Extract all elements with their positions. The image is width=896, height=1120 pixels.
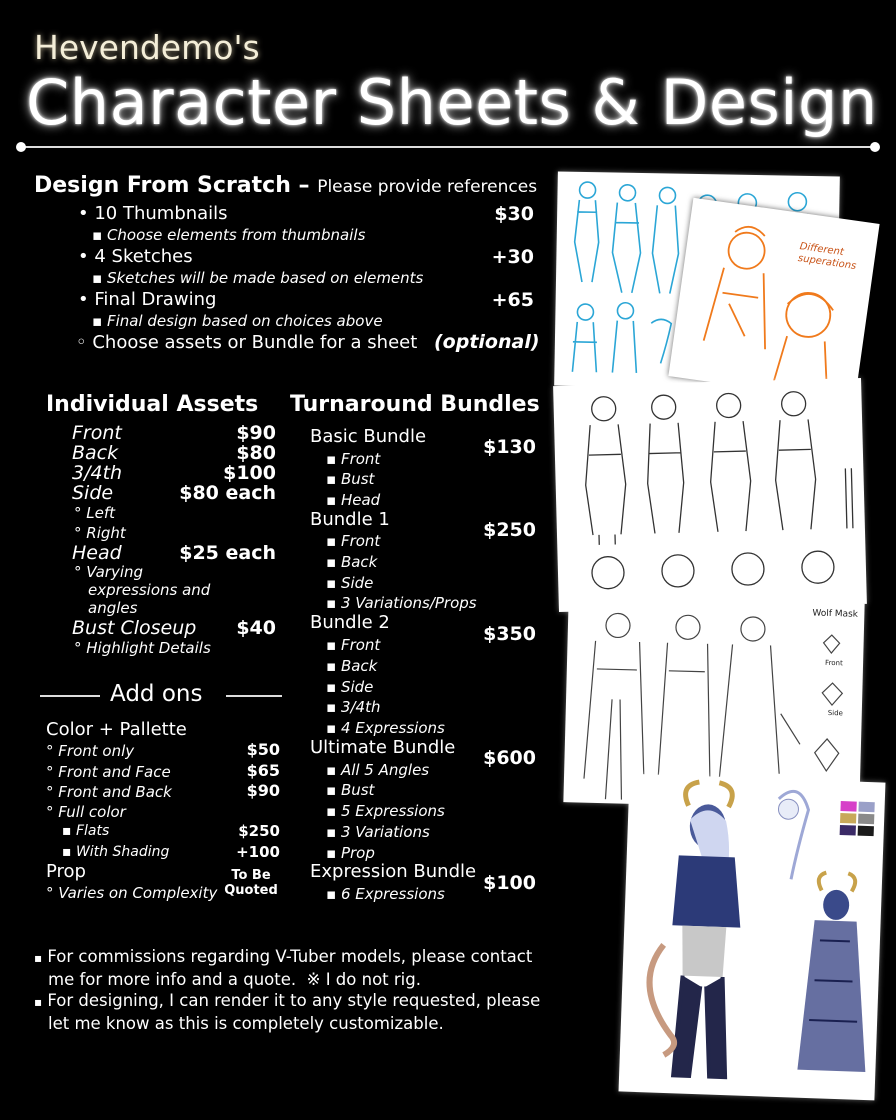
color-palette — [840, 801, 877, 836]
color-heading: Color + Pallette — [46, 719, 187, 740]
color-option-front-face: ° Front and Face — [46, 763, 171, 781]
gallery-color-sheet — [619, 774, 886, 1101]
design-item-sketches-detail: ▪ Sketches will be made based on elements — [92, 269, 423, 287]
asset-side-left: ° Left — [74, 504, 115, 522]
asset-three-quarter-price: $100 — [223, 462, 276, 484]
design-optional-line: ◦ Choose assets or Bundle for a sheet — [76, 332, 417, 353]
bundle-ultimate-name: Ultimate Bundle — [310, 737, 456, 758]
asset-front: Front — [72, 422, 122, 444]
asset-head: Head — [72, 542, 122, 564]
bundle-ultimate-item: ▪ All 5 Angles — [326, 761, 429, 779]
bundle-ultimate-item: ▪ 3 Variations — [326, 823, 430, 841]
color-shading: ▪ With Shading — [62, 844, 169, 860]
wolf-caption: Wolf Mask — [812, 608, 859, 620]
palette-swatch — [840, 825, 856, 836]
bundle-1-price: $250 — [483, 519, 536, 541]
asset-bust-price: $40 — [236, 617, 276, 639]
bundle-2-price: $350 — [483, 623, 536, 645]
bundle-1-item: ▪ Front — [326, 532, 380, 550]
asset-bust: Bust Closeup — [72, 617, 197, 639]
prop-note: ° Varies on Complexity — [46, 884, 217, 902]
design-item-thumbnails: • 10 Thumbnails — [78, 203, 228, 224]
bundle-expression-item: ▪ 6 Expressions — [326, 885, 445, 903]
bundle-expression-price: $100 — [483, 872, 536, 894]
gallery-turnaround-sheet — [553, 378, 867, 612]
footer-note-design: ▪ For designing, I can render it to any style requested, please let me know as this is completely customizable. — [34, 991, 541, 1033]
wolf-side-label: Side — [827, 708, 844, 718]
color-option-front-face-price: $65 — [246, 761, 280, 780]
gallery-orange-sketch — [668, 198, 879, 402]
color-flats-price: $250 — [238, 822, 280, 840]
bundle-basic-price: $130 — [483, 436, 536, 458]
bundle-ultimate-price: $600 — [483, 747, 536, 769]
design-item-sketches: • 4 Sketches — [78, 246, 193, 267]
palette-swatch — [840, 813, 856, 824]
bundle-2-name: Bundle 2 — [310, 612, 390, 633]
bundle-ultimate-item: ▪ Bust — [326, 781, 374, 799]
asset-three-quarter: 3/4th — [72, 462, 123, 484]
color-option-front-back: ° Front and Back — [46, 783, 172, 801]
addons-heading: Add ons — [110, 681, 203, 707]
bundle-2-item: ▪ Side — [326, 678, 373, 696]
color-flats: ▪ Flats — [62, 823, 109, 839]
design-item-final-detail: ▪ Final design based on choices above — [92, 312, 383, 330]
asset-head-price: $25 each — [179, 542, 276, 564]
addons-rule-right — [226, 695, 282, 697]
design-item-thumbnails-price: $30 — [494, 203, 534, 225]
bundle-basic-name: Basic Bundle — [310, 426, 427, 447]
footer-note-vtuber: ▪ For commissions regarding V-Tuber models, please contact me for more info and a quote. ※ I do not rig. — [34, 947, 533, 989]
palette-swatch — [858, 826, 874, 837]
asset-front-price: $90 — [236, 422, 276, 444]
bundle-basic-item: ▪ Front — [326, 450, 380, 468]
bundle-2-item: ▪ 3/4th — [326, 698, 380, 716]
wolf-front-label: Front — [824, 658, 843, 668]
palette-swatch — [858, 814, 874, 825]
design-note: Please provide references — [317, 177, 538, 197]
color-option-front-price: $50 — [246, 740, 280, 759]
asset-side-right: ° Right — [74, 524, 126, 542]
bundles-heading: Turnaround Bundles — [290, 392, 540, 417]
asset-side: Side — [72, 482, 114, 504]
bundle-basic-item: ▪ Bust — [326, 470, 374, 488]
bundle-1-name: Bundle 1 — [310, 509, 390, 530]
asset-head-note-1: ° Varying — [74, 563, 143, 581]
asset-bust-note: ° Highlight Details — [74, 639, 211, 657]
sketch-caption: Different superations — [797, 241, 857, 273]
design-item-final-price: +65 — [491, 289, 534, 311]
palette-swatch — [840, 801, 856, 812]
bundle-basic-item: ▪ Head — [326, 491, 380, 509]
page-title: Character Sheets & Design — [26, 66, 878, 139]
asset-head-note-3: angles — [88, 599, 138, 617]
asset-back-price: $80 — [236, 442, 276, 464]
bundle-1-item: ▪ 3 Variations/Props — [326, 594, 477, 612]
color-option-full: ° Full color — [46, 803, 126, 821]
prop-heading: Prop — [46, 861, 86, 882]
design-item-thumbnails-detail: ▪ Choose elements from thumbnails — [92, 226, 365, 244]
asset-side-price: $80 each — [179, 482, 276, 504]
header-divider — [20, 146, 876, 148]
bundle-2-item: ▪ Front — [326, 636, 380, 654]
bundle-1-item: ▪ Back — [326, 553, 377, 571]
bundle-ultimate-item: ▪ 5 Expressions — [326, 802, 445, 820]
palette-swatch — [858, 802, 874, 813]
color-option-front: ° Front only — [46, 742, 134, 760]
asset-head-note-2: expressions and — [88, 581, 211, 599]
bundle-2-item: ▪ Back — [326, 657, 377, 675]
color-option-front-back-price: $90 — [246, 781, 280, 800]
color-shading-price: +100 — [236, 843, 280, 861]
individual-heading: Individual Assets — [46, 392, 259, 417]
design-heading: Design From Scratch – Please provide references — [34, 173, 538, 198]
bundle-2-item: ▪ 4 Expressions — [326, 719, 445, 737]
prop-price: To Be Quoted — [224, 868, 278, 898]
design-item-sketches-price: +30 — [491, 246, 534, 268]
design-optional-tag: (optional) — [434, 331, 540, 353]
bundle-expression-name: Expression Bundle — [310, 861, 477, 882]
addons-rule-left — [40, 695, 100, 697]
design-item-final: • Final Drawing — [78, 289, 216, 310]
bundle-1-item: ▪ Side — [326, 574, 373, 592]
artist-name: Hevendemo's — [34, 28, 260, 67]
bundle-ultimate-item: ▪ Prop — [326, 844, 375, 862]
asset-back: Back — [72, 442, 119, 464]
